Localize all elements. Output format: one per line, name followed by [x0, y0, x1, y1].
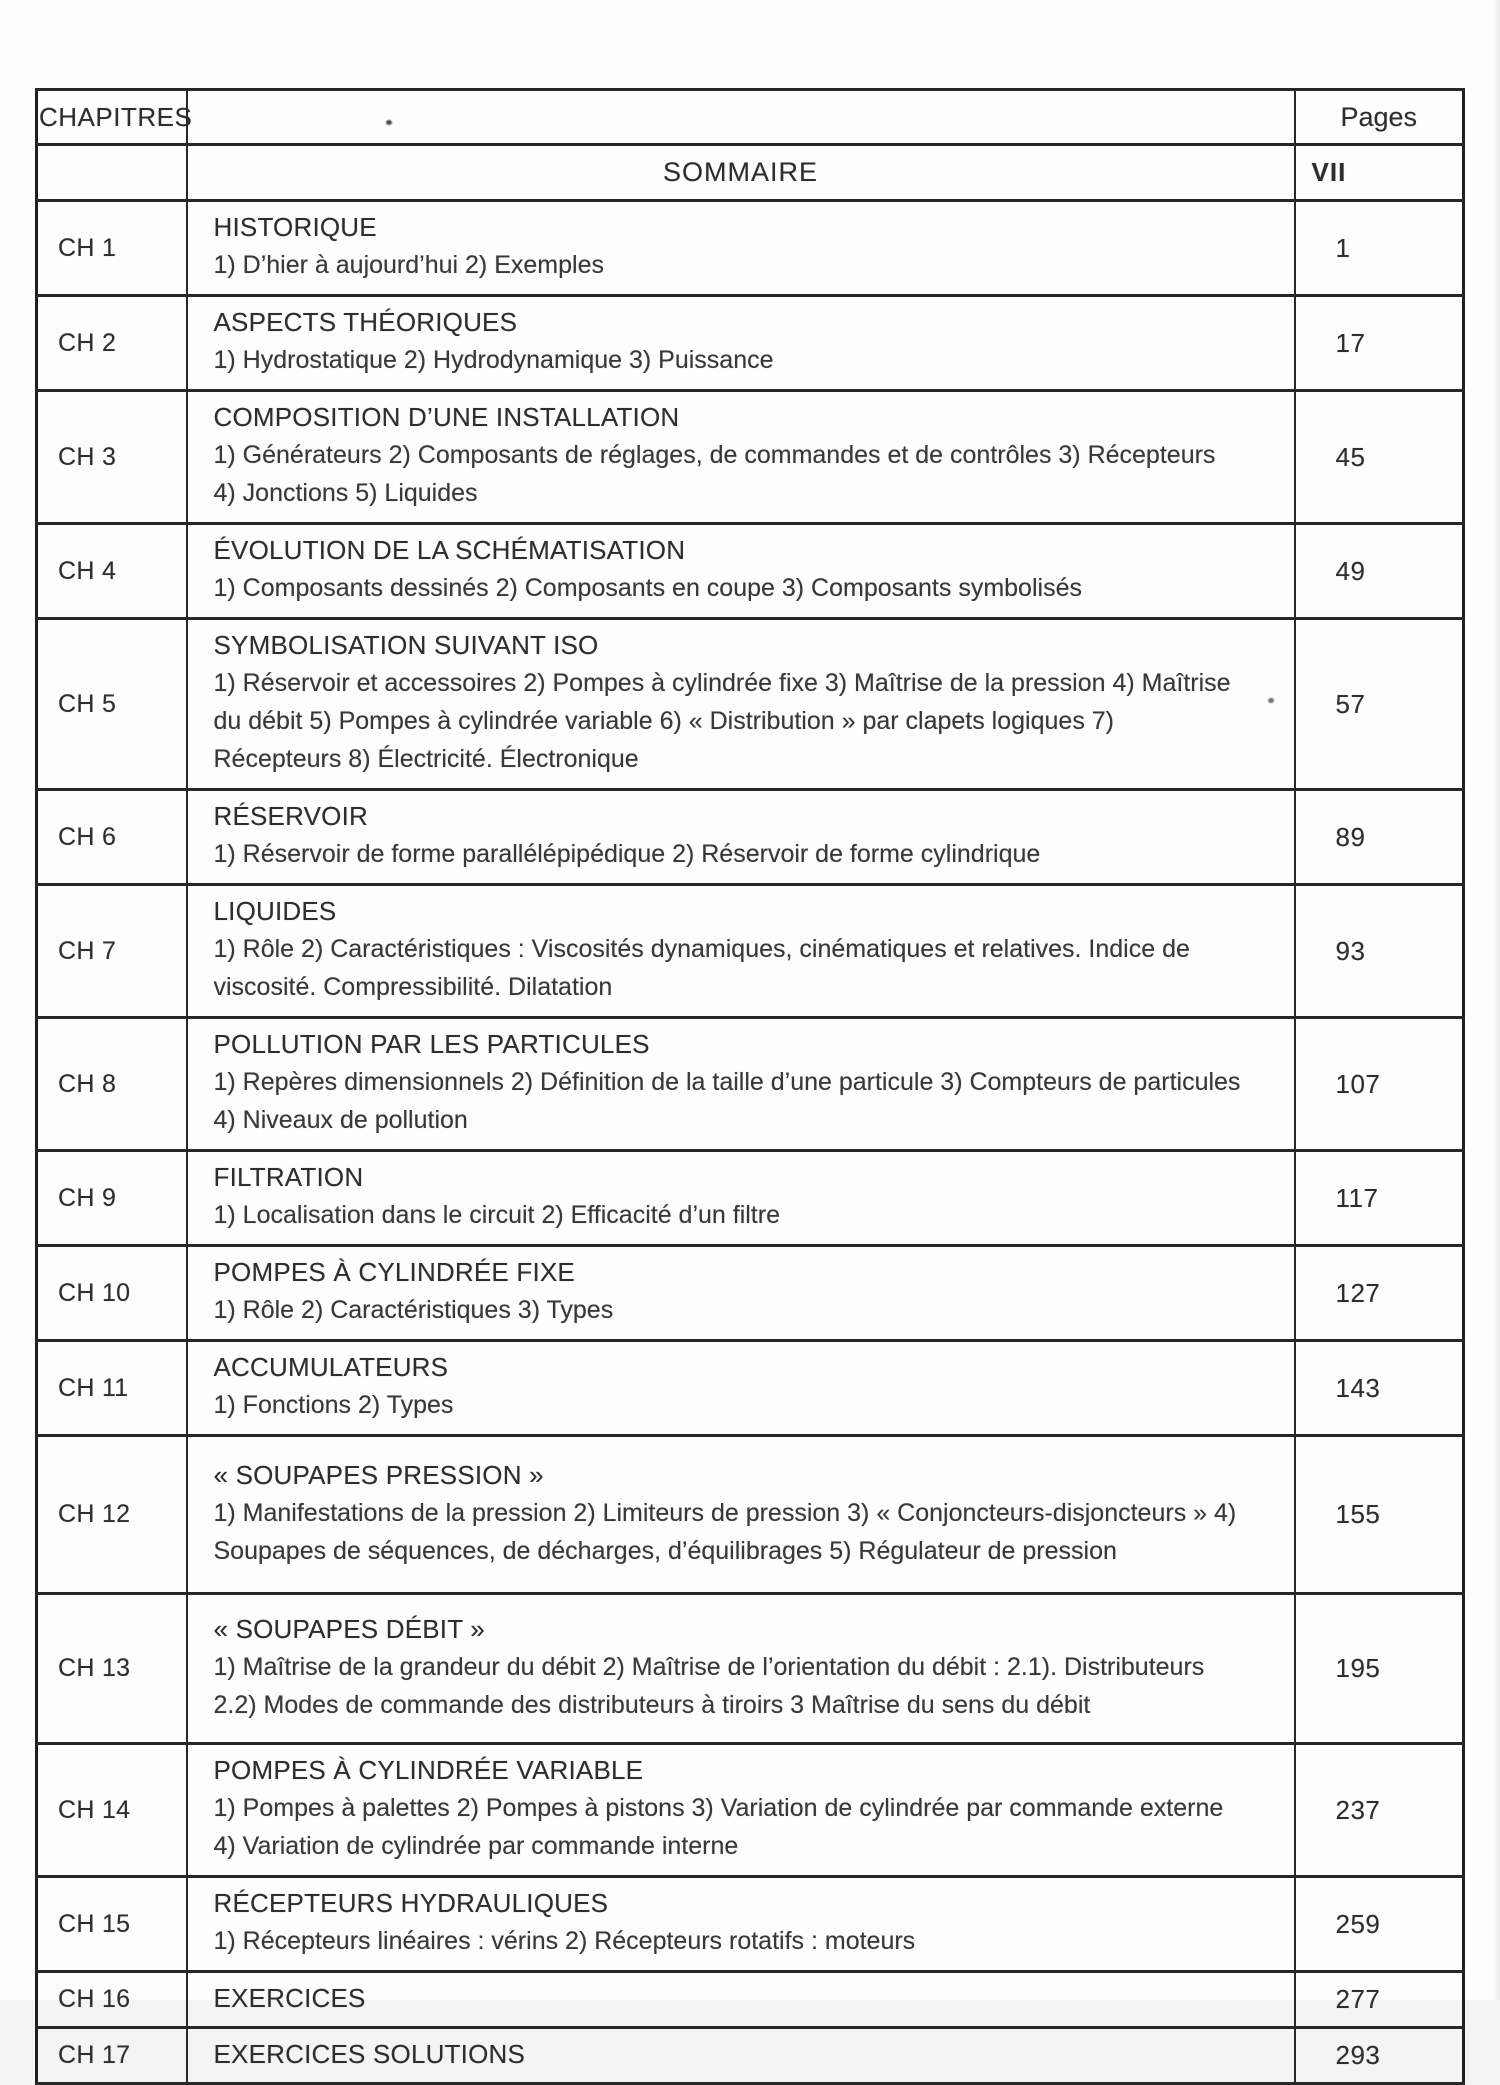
chapter-page-number: 195: [1295, 1594, 1464, 1744]
chapter-content: [187, 391, 1295, 524]
chapter-description: 1) Générateurs 2) Composants de réglages, de commandes et de contrôles 3) Récepteurs 4) Jonctions 5) Liquides: [213, 441, 1216, 507]
chapter-page-number: 107: [1295, 1018, 1464, 1151]
chapter-title: RÉCEPTEURS HYDRAULIQUES: [213, 1888, 609, 1918]
chapter-content: [187, 1436, 1295, 1594]
scan-edge-shadow: [1492, 0, 1500, 2000]
chapter-description: 1) Fonctions 2) Types: [213, 1391, 454, 1419]
table-of-contents: [35, 88, 1465, 2085]
chapter-content: [187, 1594, 1295, 1744]
chapter-content: [187, 201, 1295, 296]
table-row: [37, 1594, 1464, 1744]
chapter-description: 1) Composants dessinés 2) Composants en coupe 3) Composants symbolisés: [213, 574, 1082, 602]
table-row: [37, 201, 1464, 296]
chapter-title: POMPES À CYLINDRÉE VARIABLE: [213, 1755, 644, 1785]
chapter-content: [187, 1744, 1295, 1877]
chapter-label: CH 1: [37, 201, 187, 296]
table-row: [37, 524, 1464, 619]
chapter-description: 1) Maîtrise de la grandeur du débit 2) Maîtrise de l’orientation du débit : 2.1). Distributeurs 2.2) Modes de commande des distributeurs à tiroirs 3 Maîtrise du sens du débit: [213, 1652, 1205, 1719]
chapter-content: [187, 885, 1295, 1018]
chapter-label: CH 2: [37, 296, 187, 391]
table-row: [37, 1151, 1464, 1246]
chapter-page-number: 45: [1295, 391, 1464, 524]
table-row: [37, 1744, 1464, 1877]
chapter-page-number: 237: [1295, 1744, 1464, 1877]
chapter-label: CH 16: [37, 1972, 187, 2028]
table-row: [37, 1436, 1464, 1594]
table-row: [37, 790, 1464, 885]
chapter-title: ASPECTS THÉORIQUES: [213, 307, 518, 337]
chapter-page-number: 143: [1295, 1341, 1464, 1436]
chapter-label: CH 8: [37, 1018, 187, 1151]
chapter-description: 1) Hydrostatique 2) Hydrodynamique 3) Puissance: [213, 346, 774, 374]
chapter-description: 1) Repères dimensionnels 2) Définition de la taille d’une particule 3) Compteurs de particules 4) Niveaux de pollution: [213, 1068, 1241, 1134]
pages-column-header: Pages: [1295, 90, 1464, 145]
sommaire-title-row: [37, 145, 1464, 201]
chapter-description: 1) Localisation dans le circuit 2) Efficacité d’un filtre: [213, 1201, 780, 1229]
chapter-title: POLLUTION PAR LES PARTICULES: [213, 1029, 650, 1059]
chapter-label: CH 11: [37, 1341, 187, 1436]
chapter-title: ÉVOLUTION DE LA SCHÉMATISATION: [213, 535, 686, 565]
sommaire-page-number: VII: [1295, 145, 1464, 201]
chapter-title: RÉSERVOIR: [213, 801, 368, 831]
chapter-description: 1) Récepteurs linéaires : vérins 2) Récepteurs rotatifs : moteurs: [213, 1927, 916, 1955]
table-row: [37, 885, 1464, 1018]
chapter-title: « SOUPAPES DÉBIT »: [213, 1613, 485, 1644]
chapter-label: CH 15: [37, 1877, 187, 1972]
chapter-content: [187, 524, 1295, 619]
table-row: [37, 296, 1464, 391]
chapter-page-number: 127: [1295, 1246, 1464, 1341]
chapter-title: EXERCICES: [213, 1983, 366, 2013]
chapitres-column-header: CHAPITRES: [37, 90, 187, 145]
table-row: [37, 391, 1464, 524]
chapter-label: CH 5: [37, 619, 187, 790]
chapter-label: CH 9: [37, 1151, 187, 1246]
chapter-title: LIQUIDES: [213, 896, 337, 926]
table-row: [37, 1877, 1464, 1972]
chapter-page-number: 93: [1295, 885, 1464, 1018]
chapter-description: 1) Réservoir de forme parallélépipédique 2) Réservoir de forme cylindrique: [213, 840, 1041, 868]
chapter-content: [187, 1151, 1295, 1246]
chapter-page-number: 277: [1295, 1972, 1464, 2028]
chapter-description: 1) Réservoir et accessoires 2) Pompes à cylindrée fixe 3) Maîtrise de la pression 4) Maîtrise du débit 5) Pompes à cylindrée variable 6) « Distribution » par clapets logiques 7) Récepteurs 8) Électricité. Électronique: [213, 669, 1231, 773]
chapter-label: CH 17: [37, 2028, 187, 2084]
chapter-page-number: 293: [1295, 2028, 1464, 2084]
chapter-description: 1) Manifestations de la pression 2) Limiteurs de pression 3) « Conjoncteurs-disjoncteurs » 4) Soupapes de séquences, de décharges, d’équilibrages 5) Régulateur de pression: [213, 1498, 1237, 1565]
subheader-empty-cell: [37, 145, 187, 201]
chapter-description: 1) Rôle 2) Caractéristiques : Viscosités dynamiques, cinématiques et relatives. Indice de viscosité. Compressibilité. Dilatation: [213, 935, 1190, 1001]
chapter-content: [187, 1018, 1295, 1151]
chapter-page-number: 117: [1295, 1151, 1464, 1246]
chapter-label: CH 6: [37, 790, 187, 885]
sommaire-table: [35, 88, 1465, 2085]
chapter-title: EXERCICES SOLUTIONS: [213, 2039, 526, 2069]
chapter-label: CH 13: [37, 1594, 187, 1744]
chapter-content: [187, 790, 1295, 885]
chapter-page-number: 155: [1295, 1436, 1464, 1594]
chapter-title: SYMBOLISATION SUIVANT ISO: [213, 630, 599, 660]
chapter-title: « SOUPAPES PRESSION »: [213, 1459, 544, 1490]
chapter-page-number: 1: [1295, 201, 1464, 296]
chapter-description: 1) Pompes à palettes 2) Pompes à pistons 3) Variation de cylindrée par commande externe 4) Variation de cylindrée par commande interne: [213, 1794, 1224, 1860]
chapter-label: CH 7: [37, 885, 187, 1018]
chapter-title: HISTORIQUE: [213, 212, 377, 242]
chapter-label: CH 14: [37, 1744, 187, 1877]
chapter-label: CH 4: [37, 524, 187, 619]
chapter-page-number: 49: [1295, 524, 1464, 619]
chapter-title: POMPES À CYLINDRÉE FIXE: [213, 1257, 575, 1287]
table-row: [37, 1246, 1464, 1341]
table-row: [37, 1018, 1464, 1151]
table-header-row: [37, 90, 1464, 145]
chapter-description: 1) D’hier à aujourd’hui 2) Exemples: [213, 251, 604, 279]
table-row: [37, 1972, 1464, 2028]
table-row: [37, 2028, 1464, 2084]
chapter-page-number: 57: [1295, 619, 1464, 790]
chapter-content: [187, 2028, 1295, 2084]
chapter-page-number: 89: [1295, 790, 1464, 885]
chapter-content: [187, 1877, 1295, 1972]
chapter-label: CH 12: [37, 1436, 187, 1594]
table-row: [37, 619, 1464, 790]
chapter-content: [187, 1246, 1295, 1341]
chapter-label: CH 3: [37, 391, 187, 524]
chapter-content: [187, 1341, 1295, 1436]
chapter-title: COMPOSITION D’UNE INSTALLATION: [213, 402, 680, 432]
sommaire-title: SOMMAIRE: [187, 145, 1295, 201]
table-row: [37, 1341, 1464, 1436]
chapter-title: FILTRATION: [213, 1162, 364, 1192]
chapter-content: [187, 1972, 1295, 2028]
chapter-title: ACCUMULATEURS: [213, 1352, 449, 1382]
chapter-content: [187, 619, 1295, 790]
chapter-label: CH 10: [37, 1246, 187, 1341]
chapter-content: [187, 296, 1295, 391]
chapter-page-number: 17: [1295, 296, 1464, 391]
chapter-page-number: 259: [1295, 1877, 1464, 1972]
chapter-description: 1) Rôle 2) Caractéristiques 3) Types: [213, 1296, 614, 1324]
header-empty-cell: [187, 90, 1295, 145]
